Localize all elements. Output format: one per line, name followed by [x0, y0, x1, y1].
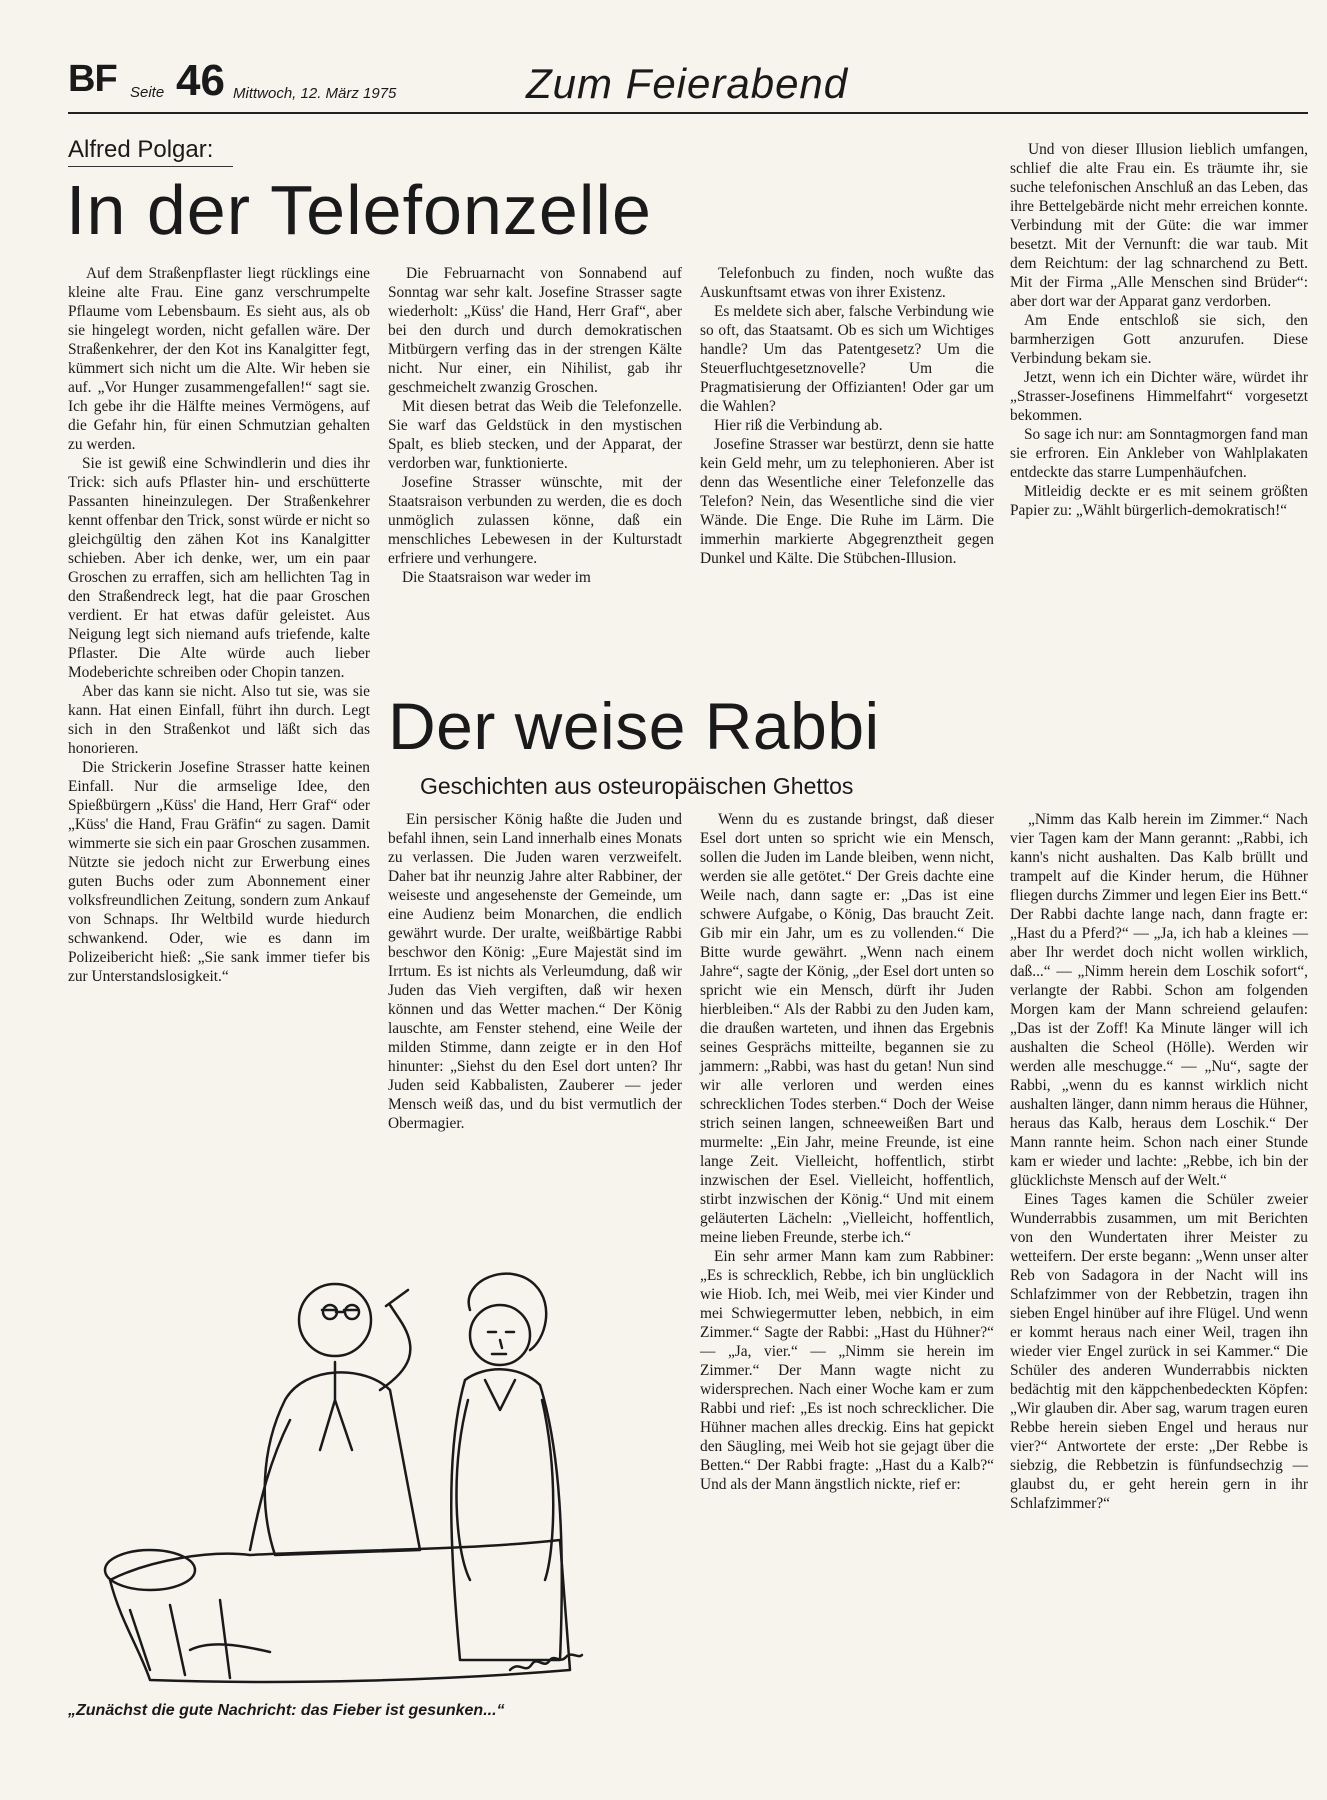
paragraph: Auf dem Straßenpflaster liegt rücklings eine kleine alte Frau. Eine ganz verschrumpelte Pflaume vom Lebensbaum. Es sieht aus, als ob sie hingelegt worden, nicht gefallen wäre. Der Straßenkehrer, der den Kot ins Kanalgitter fegt, kümmert sich nicht um die Alte. Wir heben sie auf. „Vor Hunger zusammengefallen!“ sagt sie. Ich gebe ihr die Hälfte meines Vermögens, auf die Gefahr hin, für einen Schmutzian gehalten zu werden. — [68, 265, 370, 453]
artist-signature — [510, 1655, 582, 1670]
paragraph: Die Strickerin Josefine Strasser hatte keinen Einfall. Nur die armselige Idee, den Spießbürgern „Küss' die Hand, Herr Graf“ oder „Küss' die Hand, Frau Gräfin“ zu sagen. Damit wimmerte sie sich ein paar Groschen zusammen. Nützte sie jedoch nicht zur Erwerbung eines guten Buchs oder zum Abonnement einer volksfreundlichen Zeitung, sondern zum Ankauf von Schnaps. Ihr Weltbild wurde hiedurch schwankend. Oder, wie es dann im Polizeibericht hieß: „Sie sank immer tiefer bis zur Unterstandslosigkeit.“ — [68, 759, 370, 985]
masthead — [68, 52, 1308, 112]
paragraph: Es meldete sich aber, falsche Verbindung wie so oft, das Staatsamt. Ob es sich um Wichtiges handle? Um das Patentgesetz? Um die Steuerfluchtgesetznovelle? Um die Pragmatisierung der Offizianten! Oder gar um die Wahlen? — [700, 303, 994, 415]
paragraph: Sie ist gewiß eine Schwindlerin und dies ihr Trick: sich aufs Pflaster hin- und erschütterte Passanten hineinzulegen. Der Straßenkehrer kennt offenbar den Trick, sonst würde er nicht so gleichgültig den zähen Kot ins Kanalgitter schieben. Aber ich denke, wer, um ein paar Groschen zu erraffen, sich am hellichten Tag in den Straßendreck legt, hat die paar Groschen verdient. Er hat etwas dafür geleistet. Aus Neigung legt sich niemand aufs triefende, kalte Pflaster. Die Alte würde auch lieber Modeberichte schreiben oder Chopin tanzen. — [68, 455, 370, 681]
paragraph: Josefine Strasser wünschte, mit der Staatsraison verbunden zu werden, die es doch unmöglich zulassen könne, daß ein menschliches Lebewesen in der Kulturstadt erfriere und verhungere. — [388, 474, 682, 567]
article-author: Alfred Polgar: — [68, 136, 214, 163]
paragraph: „Nimm das Kalb herein im Zimmer.“ Nach vier Tagen kam der Mann gerannt: „Rabbi, ich kann's nicht aushalten. Das Kalb brüllt und trampelt auf die Kinder herum, die Hühner fliegen durchs Zimmer und legen Eier ins Bett.“ Der Rabbi dachte lange nach, dann fragte er: „Hast du a Pferd?“ — „Ja, ich hab a kleines — aber Ihr werdet doch nicht wollen wirklich, daß...“ — „Nimm herein dem Loschik sofort“, verlangte der Rabbi. Schon am folgenden Morgen kam der Mann schreiend gelaufen: „Das ist der Zoff! Ka Minute länger will ich aushalten die Scheol (Hölle). Werden wir werden alle meschugge.“ — „Nu“, sagte der Rabbi, „wenn du es kannst wirklich nicht aushalten länger, dann nimm heraus die Hühner, heraus das Kalb, heraus dem Loschik.“ Der Mann rannte heim. Schon nach einer Stunde kam er wieder und lachte: „Rebbe, ich bin der glücklichste Mensch auf der Welt.“ — [1010, 811, 1308, 1189]
article2-column-3 — [1010, 810, 1308, 1513]
masthead-divider — [68, 112, 1308, 114]
cartoon-caption: „Zunächst die gute Nachricht: das Fieber ist gesunken...“ — [68, 1702, 505, 1719]
section-title: Zum Feierabend — [526, 60, 849, 107]
article1-column-3 — [700, 264, 994, 568]
article2-column-1 — [388, 810, 682, 1133]
paragraph: Mitleidig deckte er es mit seinem größten Papier zu: „Wählt bürgerlich-demokratisch!“ — [1010, 483, 1308, 519]
page-label: Seite — [130, 84, 165, 101]
paragraph: Die Staatsraison war weder im — [402, 569, 591, 586]
article1-column-1 — [68, 264, 370, 986]
paragraph: Die Februarnacht von Sonnabend auf Sonntag war sehr kalt. Josefine Strasser sagte wiederholt: „Küss' die Hand, Herr Graf“, aber bei den durch und durch demokratischen Mitbürgern verfing das in der strengen Kälte nicht. Nur einer, ein Nihilist, gab ihr geschmeichelt zwanzig Groschen. — [388, 265, 682, 396]
paragraph: Telefonbuch zu finden, noch wußte das Auskunftsamt etwas von ihrer Existenz. — [700, 265, 994, 301]
author-underline — [68, 166, 233, 167]
paragraph: Ein persischer König haßte die Juden und befahl ihnen, sein Land innerhalb eines Monats zu verlassen. Die Juden waren verzweifelt. Daher bat ihr neunzig Jahre alter Rabbiner, der weiseste und angesehenste der Gemeinde, um eine Audienz beim Monarchen, die endlich gewährt wurde. Der uralte, weißbärtige Rabbi beschwor den König: „Eure Majestät sind im Irrtum. Es ist nichts als Verleumdung, daß wir Juden das Vieh vergiften, daß wir hexen können und das Wetter machen.“ Der König lauschte, am Fenster stehend, eine Weile der milden Stimme, dann zeigte er in den Hof hinunter: „Siehst du den Esel dort unten? Ihr Juden seid Kabbalisten, Zauberer — jeder Mensch weiß das, und du bist vermutlich der Obermagier. — [388, 811, 682, 1132]
paragraph: Wenn du es zustande bringst, daß dieser Esel dort unten so spricht wie ein Mensch, sollen die Juden im Lande bleiben, wenn nicht, werden sie alle getötet.“ Der Greis dachte eine Weile nach, dann sagte er: „Das ist eine schwere Aufgabe, o König, Das braucht Zeit. Gib mir ein Jahr, um es zu vollenden.“ Die Bitte wurde gewährt. „Wenn nach einem Jahre“, sagte der König, „der Esel dort unten so spricht wie ein Mensch, dürft ihr Juden hierbleiben.“ Als der Rabbi zu den Juden kam, die draußen warteten, und ihnen das Ergebnis seines Gesprächs mitteilte, begannen sie zu jammern: „Rabbi, was hast du getan! Nun sind wir alle verloren und werden eines schrecklichen Todes sterben.“ Doch der Weise strich seinen langen, schneeweißen Bart und murmelte: „Ein Jahr, meine Freunde, ist eine lange Zeit. Vielleicht, hoffentlich, stirbt inzwischen der Esel. Vielleicht, hoffentlich, stirbt inzwischen der König.“ Und mit einem geläuterten Lächeln: „Vielleicht, hoffentlich, meine lieben Freunde, sterbe ich.“ — [700, 811, 994, 1246]
article-headline: In der Telefonzelle — [66, 171, 652, 249]
paragraph: Jetzt, wenn ich ein Dichter wäre, würdet ihr „Strasser-Josefinens Himmelfahrt“ vorgesetzt bekommen. — [1010, 369, 1308, 424]
nurse-head — [470, 1305, 530, 1365]
doctor-head — [299, 1284, 371, 1356]
paragraph: Josefine Strasser war bestürzt, denn sie hatte kein Geld mehr, um zu telephonieren. Aber ist denn das Wesentliche einer Telefonzelle das Telefon? Nein, das Wesentliche sind die vier Wände. Die Enge. Die Ruhe im Lärm. Die immerhin markierte Abgegrenztheit gegen Dunkel und Kälte. Die Stübchen-Illusion. — [700, 436, 994, 567]
paragraph: Am Ende entschloß sie sich, den barmherzigen Gott anzurufen. Diese Verbindung bekam sie. — [1010, 312, 1308, 367]
page-number: 46 — [176, 56, 225, 105]
doctor-arm-raised — [380, 1305, 410, 1390]
newspaper-logo: BF — [68, 58, 117, 100]
paragraph: Und von dieser Illusion lieblich umfangen, schlief die alte Frau ein. Es träumte ihr, sie suche telefonischen Anschluß an das Leben, das ihre Bettelgebärde nicht mehr erreichen konnte. Verbindung mit der Güte: die war immer besetzt. Mit der Vernunft: die war taub. Mit dem Reichtum: der lag schnarchend zu Bett. Mit der Firma „Alle Menschen sind Brüder“: aber dort war der Apparat ganz verdorben. — [1010, 141, 1308, 310]
doctor-body — [265, 1372, 420, 1555]
issue-date: Mittwoch, 12. März 1975 — [233, 85, 397, 102]
paragraph: Mit diesen betrat das Weib die Telefonzelle. Sie warf das Geldstück in den mystischen Spalt, es blieb stecken, und der Apparat, der verdorben war, funktionierte. — [388, 398, 682, 472]
paragraph: Ein sehr armer Mann kam zum Rabbiner: „Es is schrecklich, Rebbe, ich bin unglücklich wie Hiob. Ich, mei Weib, mei vier Kinder und mei Schwiegermutter leben, nebbich, in eim Zimmer.“ Sagte der Rabbi: „Hast du Hühner?“ — „Ja, vier.“ — „Nimm sie herein im Zimmer.“ Der Mann wagte nicht zu widersprechen. Nach einer Woche kam er zum Rabbi und rief: „Es ist noch schrecklicher. Die Hühner machen alles dreckig. Eins hat gepickt den Säugling, mei Weib hot sie gejagt über die Betten.“ Der Rabbi fragte: „Hast du a Kalb?“ Und als der Mann ängstlich nickte, rief er: — [700, 1248, 994, 1493]
paragraph: Aber das kann sie nicht. Also tut sie, was sie kann. Hat einen Einfall, führt ihn durch. Legt sich in den Straßenkot und läßt sich das honorieren. — [68, 683, 370, 757]
cartoon-illustration — [90, 1250, 620, 1690]
article1-column-2 — [388, 264, 682, 587]
paragraph: Hier riß die Verbindung ab. — [714, 417, 883, 434]
article2-headline: Der weise Rabbi — [388, 689, 880, 763]
article2-subheadline: Geschichten aus osteuropäischen Ghettos — [420, 773, 854, 799]
article2-column-2 — [700, 810, 994, 1494]
pillow — [105, 1550, 195, 1590]
article1-column-4 — [1010, 140, 1308, 520]
paragraph: So sage ich nur: am Sonntagmorgen fand man sie erfroren. Ein Ankleber von Wahlplakaten entdeckte das starre Lumpenhäufchen. — [1010, 426, 1308, 481]
paragraph: Eines Tages kamen die Schüler zweier Wunderrabbis zusammen, um mit Berichten von den Wundertaten ihrer Meister zu wetteifern. Der erste begann: „Wenn unser alter Reb von Sadagora in der Nacht will ins Schlafzimmer von der Rebbetzin, tragen ihn sieben Engel hinüber auf ihre Flügel. Und wenn er kommt heraus nach einer Weil, tragen ihn wieder vier Engel zurück in sei Kammer.“ Die Schüler des anderen Wunderrabbis nickten bedächtig mit den käppchenbedeckten Köpfen: „Wir glauben dir. Aber sag, warum tragen euren Rebbe herein sieben Engel und heraus nur vier?“ Antwortete der erste: „Der Rebbe is siebzig, die Rebbetzin is fünfundsechzig — glaubst du, er geht herein gern in ihr Schlafzimmer?“ — [1010, 1191, 1308, 1512]
